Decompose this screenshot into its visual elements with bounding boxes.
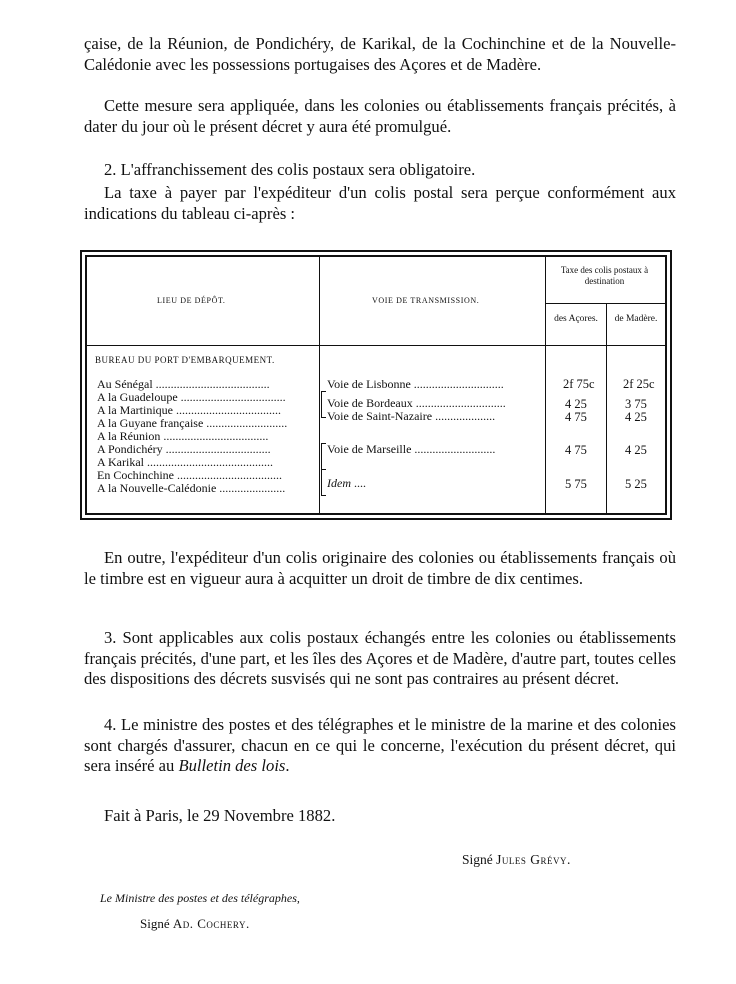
table-header-rule [87,345,665,346]
place-row: Au Sénégal ...................................... [97,378,270,391]
tax-madere: 2f 25c [623,377,655,391]
minister-title: Le Ministre des postes et des télégraphes, [100,891,300,905]
header-acores: des Açores. [554,314,598,324]
bracket-pacifique [321,469,326,496]
paragraph-taxe-intro: La taxe à payer par l'expéditeur d'un colis postal sera perçue conformément aux indications du tableau ci-après : [84,183,676,223]
place-row: A la Martinique ................................... [97,404,281,417]
voie-row: Voie de Lisbonne .............................. [327,378,504,391]
place-row: A la Réunion ................................... [97,430,269,443]
paragraph-application: Cette mesure sera appliquée, dans les colonies ou établissements français précités, à dater du jour où le présent décret y aura été promulgué. [84,96,676,136]
tax-acores: 4 25 [565,397,587,411]
place-row: A la Guyane française ........................... [97,417,288,430]
table-taxe-rule [545,303,665,304]
bureau-label: BUREAU DU PORT D'EMBARQUEMENT. [95,355,275,365]
paragraph-article-3: 3. Sont applicables aux colis postaux échangés entre les colonies ou établissements français précités, d'une part, et les îles des Açores et de Madère, d'autre part, toutes celles des dispositions des décrets susvisés qui ne sont pas contraires au présent décret. [84,628,676,688]
voie-row: Voie de Marseille ........................... [327,443,496,456]
header-voie-transmission: VOIE DE TRANSMISSION. [372,296,480,305]
place-row: A Pondichéry ................................... [97,443,271,456]
paragraph-article-2: 2. L'affranchissement des colis postaux sera obligatoire. [104,160,476,179]
tax-acores: 5 75 [565,477,587,491]
tax-madere: 4 25 [625,410,647,424]
header-taxe: Taxe des colis postaux à destination [560,265,649,286]
paragraph-article-4: 4. Le ministre des postes et des télégraphes et le ministre de la marine et des colonies sont chargés d'assurer, chacun en ce qui le concerne, l'exécution du présent décret, qui sera inséré au Bulletin des lois. [84,715,676,775]
table-rule-col1 [319,257,320,513]
table-rule-col3 [606,304,607,513]
place-row: En Cochinchine ................................... [97,469,282,482]
tariff-table [80,250,672,520]
paragraph-colonies-list: çaise, de la Réunion, de Pondichéry, de Karikal, de la Cochinchine et de la Nouvelle-Calédonie avec les possessions portugaises des Açores et de Madère. [84,34,676,74]
tax-madere: 3 75 [625,397,647,411]
bracket-antilles [321,391,326,418]
voie-row: Idem .... [327,477,366,490]
signature-minister: Signé Ad. Cochery. [140,916,250,931]
tax-acores: 4 75 [565,443,587,457]
signature-president: Signé Jules Grévy. [462,852,571,867]
tax-acores: 4 75 [565,410,587,424]
paragraph-droit-timbre: En outre, l'expéditeur d'un colis originaire des colonies ou établissements français où le timbre est en vigueur aura à acquitter un droit de timbre de dix centimes. [84,548,676,588]
voie-row: Voie de Saint-Nazaire .................... [327,410,496,423]
header-madere: de Madère. [614,314,658,324]
tax-madere: 5 25 [625,477,647,491]
fait-a-paris: Fait à Paris, le 29 Novembre 1882. [104,806,336,825]
tax-madere: 4 25 [625,443,647,457]
voie-row: Voie de Bordeaux .............................. [327,397,506,410]
table-rule-col2 [545,257,546,513]
place-row: A Karikal .......................................... [97,456,273,469]
bracket-inde [321,443,326,470]
place-row: A la Nouvelle-Calédonie ...................... [97,482,286,495]
header-lieu-depot: LIEU DE DÉPÔT. [157,296,226,305]
place-row: A la Guadeloupe ................................... [97,391,286,404]
tax-acores: 2f 75c [563,377,595,391]
